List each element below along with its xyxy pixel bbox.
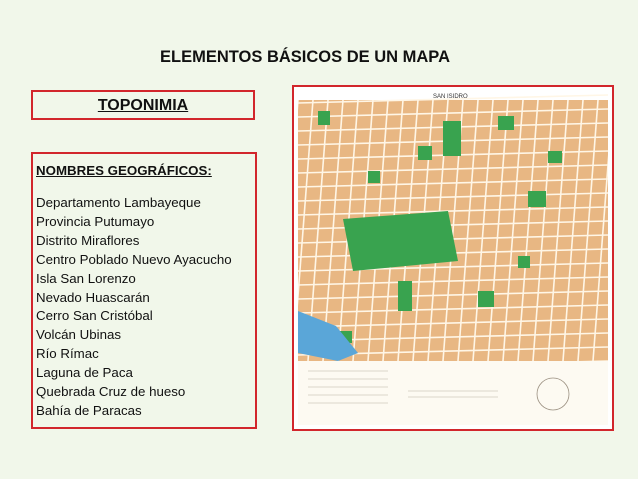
map-legend-area (298, 361, 608, 425)
geographic-names-heading: NOMBRES GEOGRÁFICOS: (36, 163, 212, 178)
map-image-frame (292, 85, 614, 431)
geographic-name-item: Nevado Huascarán (36, 289, 150, 305)
park (498, 116, 514, 130)
geographic-name-item: Isla San Lorenzo (36, 270, 136, 286)
park (478, 291, 494, 307)
geographic-name-item: Laguna de Paca (36, 365, 133, 381)
park (443, 121, 461, 156)
geographic-name-item: Provincia Putumayo (36, 213, 155, 229)
geographic-name-item: Bahía de Paracas (36, 402, 142, 418)
geographic-name-item: Río Rímac (36, 346, 99, 362)
topic-box (31, 90, 255, 120)
geographic-names-list (36, 194, 255, 421)
park (548, 151, 562, 163)
park (398, 281, 412, 311)
geographic-name-item: Centro Poblado Nuevo Ayacucho (36, 251, 232, 267)
geographic-name-item: Volcán Ubinas (36, 327, 122, 343)
park-large (343, 211, 458, 271)
geographic-name-item: Cerro San Cristóbal (36, 308, 153, 324)
geographic-name-item: Departamento Lambayeque (36, 195, 201, 210)
slide-title: ELEMENTOS BÁSICOS DE UN MAPA (160, 48, 450, 66)
geographic-name-item: Distrito Miraflores (36, 232, 140, 248)
city-map-image (298, 91, 608, 425)
park (418, 146, 432, 160)
park (518, 256, 530, 268)
geographic-names-box (31, 152, 257, 429)
park (368, 171, 380, 183)
park (318, 111, 330, 125)
geographic-name-item: Quebrada Cruz de hueso (36, 384, 186, 400)
map-header-label: SAN ISIDRO (433, 94, 468, 100)
topic-label: TOPONIMIA (97, 97, 189, 114)
park (528, 191, 546, 207)
